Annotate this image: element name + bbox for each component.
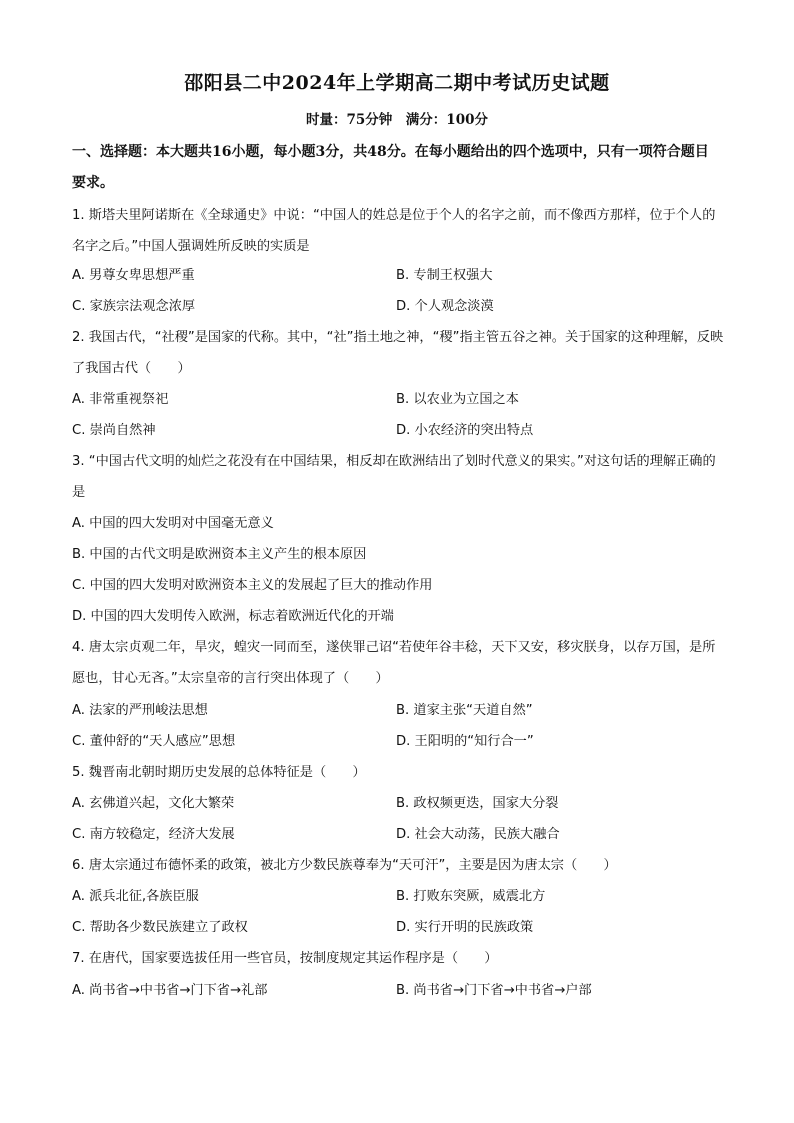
question-2-option-c: C. 崇尚自然神 [72,423,156,438]
question-1-option-b: B. 专制王权强大 [396,268,493,283]
question-4-option-c: C. 董仲舒的“天人感应”思想 [72,734,236,749]
question-6-option-b: B. 打败东突厥，威震北方 [396,889,546,904]
question-2-option-d: D. 小农经济的突出特点 [396,423,534,438]
question-2-option-a: A. 非常重视祭祀 [72,392,169,407]
question-1-stem: 1. 斯塔夫里阿诺斯在《全球通史》中说：“中国人的姓总是位于个人的名字之前，而不像西方那样，位于个人的名字之后。”中国人强调姓所反映的实质是 [72,208,716,254]
question-5-option-a: A. 玄佛道兴起，文化大繁荣 [72,796,235,811]
question-7-option-b: B. 尚书省→门下省→中书省→户部 [396,983,592,998]
question-3-option-b: B. 中国的古代文明是欧洲资本主义产生的根本原因 [72,547,367,562]
question-5-option-b: B. 政权频更迭，国家大分裂 [396,796,559,811]
question-2-option-b: B. 以农业为立国之本 [396,392,519,407]
question-6-option-a: A. 派兵北征,各族臣服 [72,889,199,904]
question-7-option-a: A. 尚书省→中书省→门下省→礼部 [72,983,268,998]
question-7-stem: 7. 在唐代，国家要选拔任用一些官员，按制度规定其运作程序是（ ） [72,951,498,966]
question-6-option-c: C. 帮助各少数民族建立了政权 [72,920,248,935]
question-3-stem: 3. “中国古代文明的灿烂之花没有在中国结果，相反却在欧洲结出了划时代意义的果实。”对这句话的理解正确的是 [72,454,716,500]
question-4-option-a: A. 法家的严刑峻法思想 [72,703,208,718]
question-4-stem: 4. 唐太宗贞观二年，旱灾，蝗灾一同而至，遂侠罪己诏“若使年谷丰稔，天下又安，移灾朕身，以存万国，是所愿也，甘心无吝。”太宗皇帝的言行突出体现了（ ） [72,640,716,686]
question-3-option-d: D. 中国的四大发明传入欧洲，标志着欧洲近代化的开端 [72,609,394,624]
question-3-option-c: C. 中国的四大发明对欧洲资本主义的发展起了巨大的推动作用 [72,578,433,593]
question-1-option-c: C. 家族宗法观念浓厚 [72,299,196,314]
question-1-option-d: D. 个人观念淡漠 [396,299,494,314]
question-5-stem: 5. 魏晋南北朝时期历史发展的总体特征是（ ） [72,765,366,780]
exam-title: 邵阳县二中2024年上学期高二期中考试历史试题 [184,72,610,94]
question-3-option-a: A. 中国的四大发明对中国毫无意义 [72,516,274,531]
question-5-option-d: D. 社会大动荡，民族大融合 [396,827,560,842]
section-heading: 一、选择题：本大题共16小题，每小题3分，共48分。在每小题给出的四个选项中，只有一项符合题目要求。 [72,144,709,191]
question-5-option-c: C. 南方较稳定，经济大发展 [72,827,235,842]
question-1-option-a: A. 男尊女卑思想严重 [72,268,195,283]
exam-time-and-score: 时量：75分钟 满分：100分 [306,112,488,128]
question-4-option-d: D. 王阳明的“知行合一” [396,734,534,749]
question-2-stem: 2. 我国古代，“社稷”是国家的代称。其中，“社”指土地之神，“稷”指主管五谷之神。关于国家的这种理解，反映了我国古代（ ） [72,330,724,376]
question-6-stem: 6. 唐太宗通过布德怀柔的政策，被北方少数民族尊奉为“天可汗”，主要是因为唐太宗（ ） [72,858,617,873]
question-6-option-d: D. 实行开明的民族政策 [396,920,534,935]
question-4-option-b: B. 道家主张“天道自然” [396,703,533,718]
